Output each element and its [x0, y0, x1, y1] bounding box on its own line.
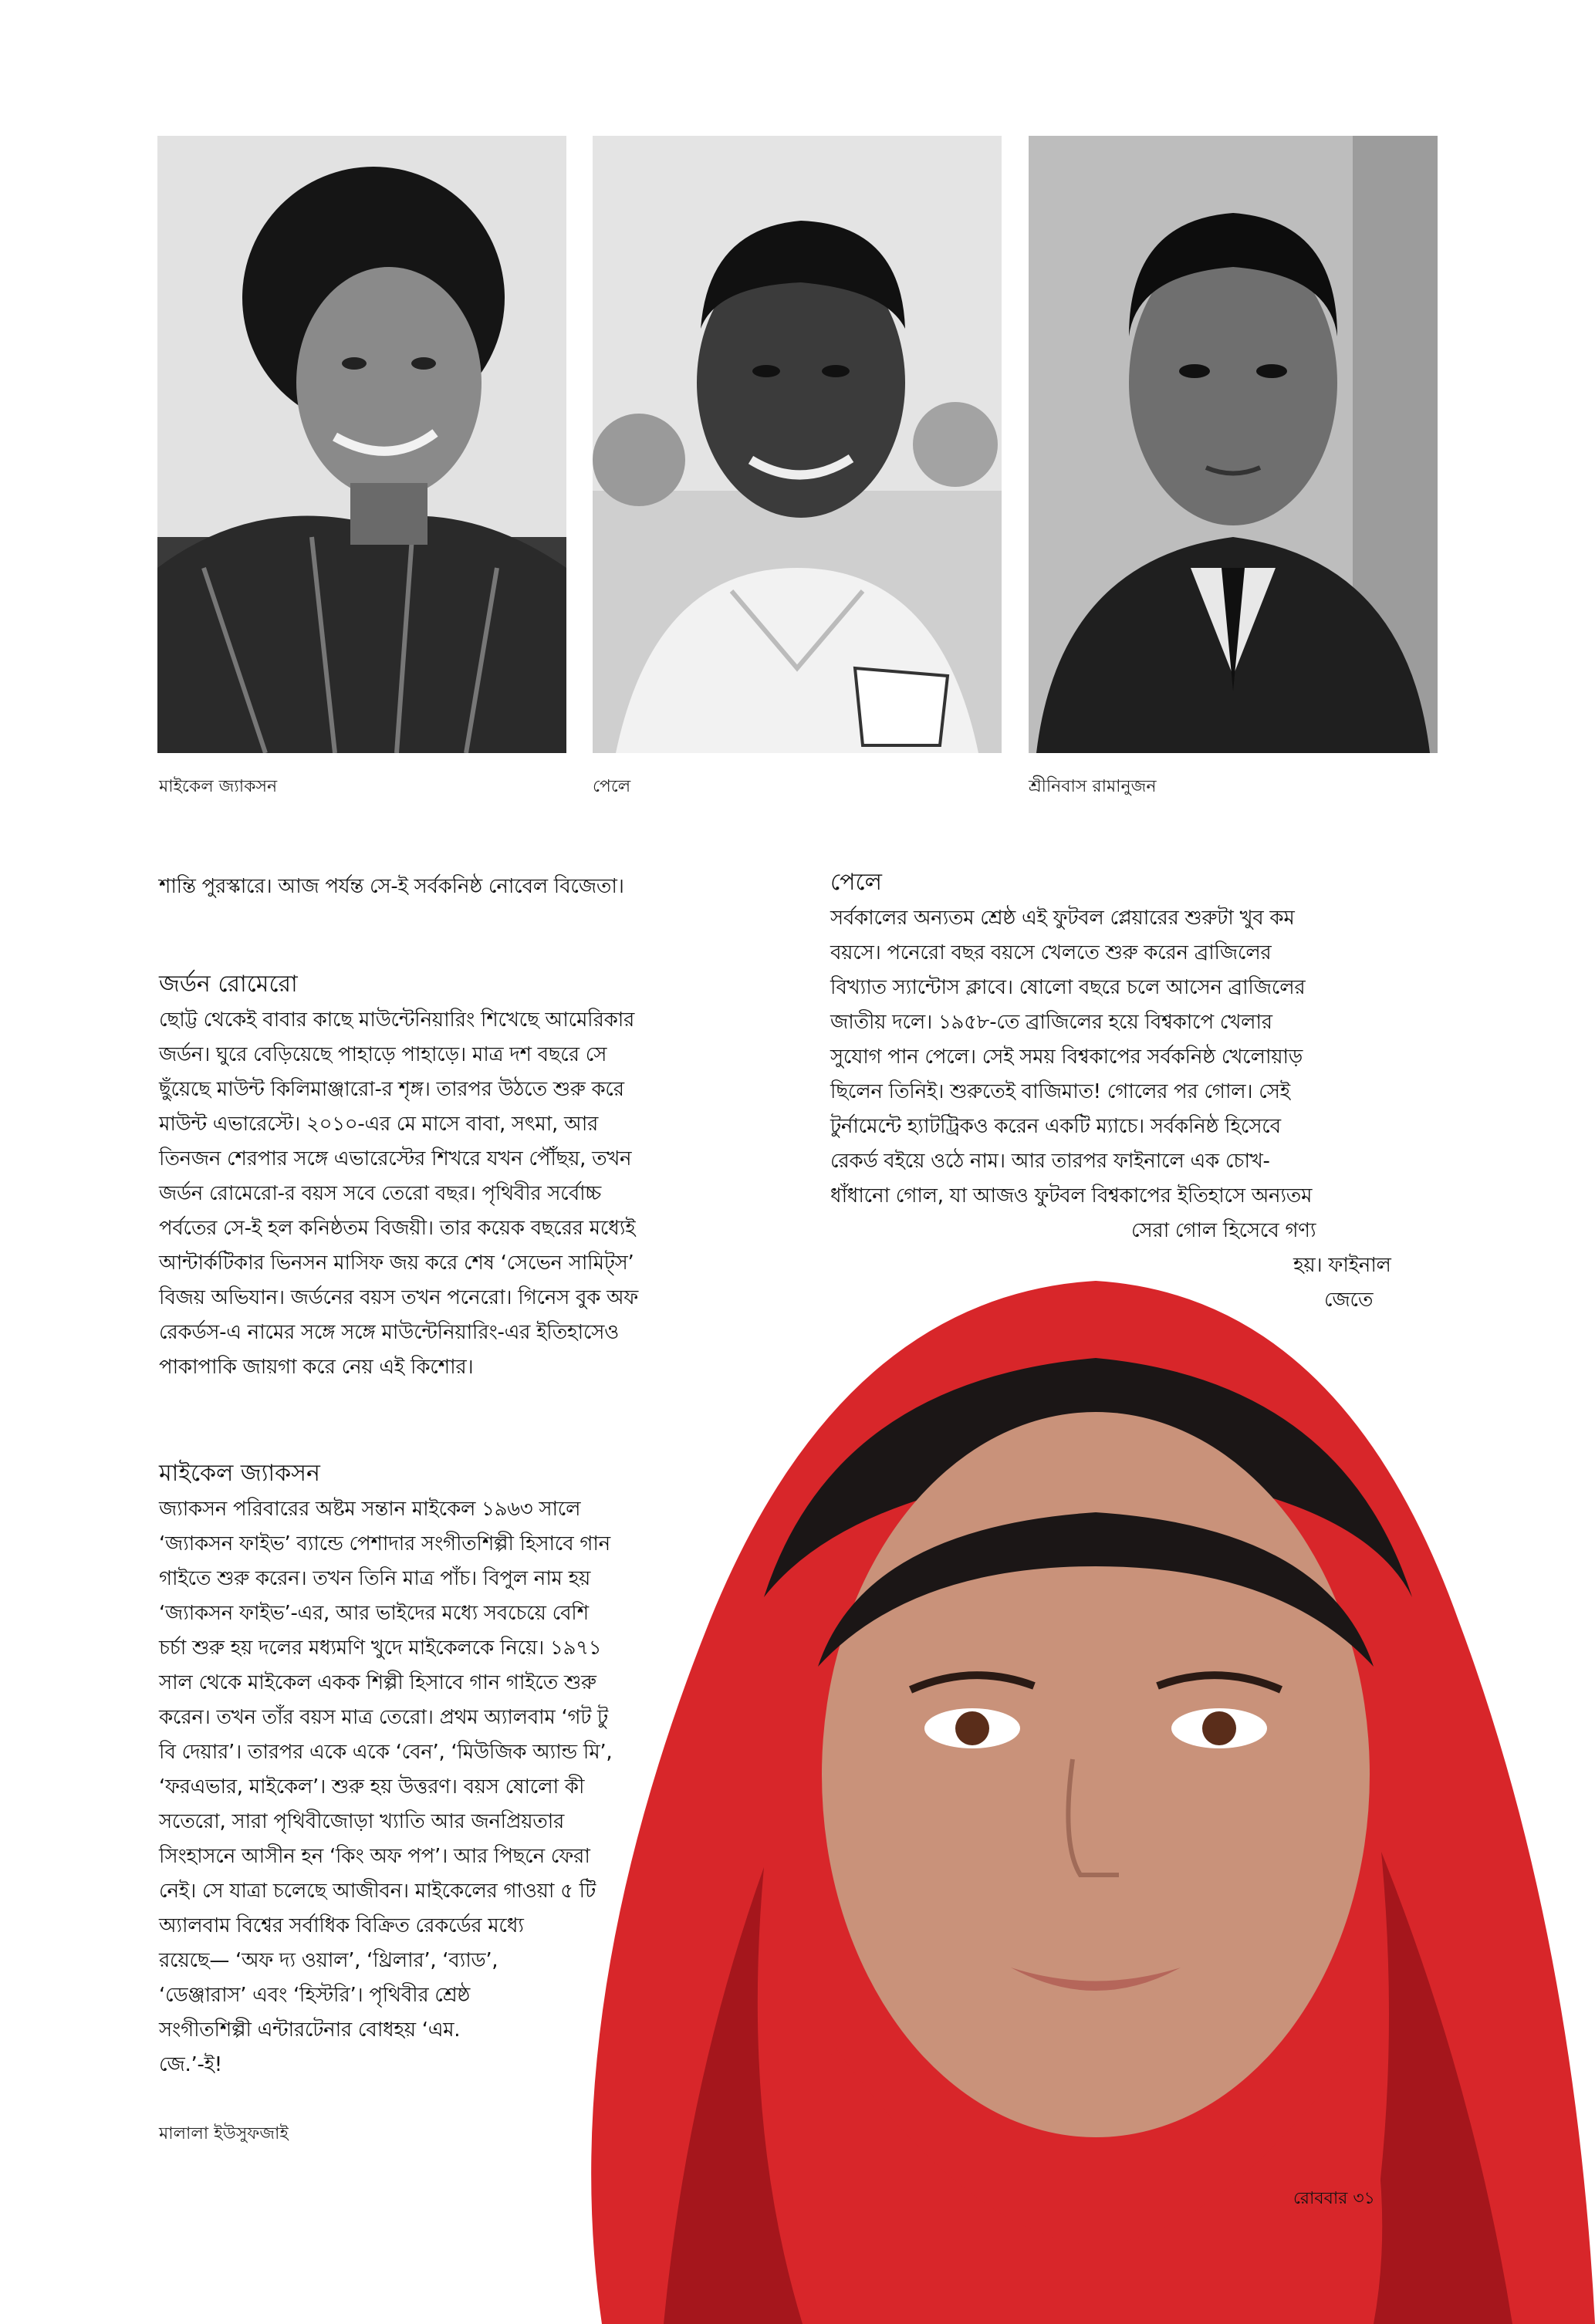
pele-line: সর্বকালের অন্যতম শ্রেষ্ঠ এই ফুটবল প্লেয়ারের শুরুটা খুব কম [830, 907, 1295, 930]
michael-jackson-heading: মাইকেল জ্যাকসন [159, 1460, 320, 1487]
jordan-line: জর্ডন। ঘুরে বেড়িয়েছে পাহাড়ে পাহাড়ে। মাত্র দশ বছরে সে [159, 1043, 607, 1066]
jordan-line: আন্টার্কটিকার ভিনসন মাসিফ জয় করে শেষ ‘সেভেন সামিট্স’ [159, 1252, 634, 1275]
jordan-line: ছোট্ট থেকেই বাবার কাছে মাউন্টেনিয়ারিং শিখেছে আমেরিকার [159, 1008, 635, 1032]
jordan-romero-section [159, 969, 776, 1385]
pele-section [830, 867, 1509, 1318]
intro-line: শান্তি পুরস্কারে। আজ পর্যন্ত সে-ই সর্বকনিষ্ঠ নোবেল বিজেতা। [159, 875, 624, 898]
michael-line: রয়েছে— ‘অফ দ্য ওয়াল’, ‘থ্রিলার’, ‘ব্যাড’, [159, 1949, 498, 1972]
michael-line: সাল থেকে মাইকেল একক শিল্পী হিসাবে গান গাইতে শুরু [159, 1671, 596, 1694]
michael-line: নেই। সে যাত্রা চলেছে আজীবন। মাইকেলের গাওয়া ৫ টি [159, 1880, 596, 1903]
michael-line: সতেরো, সারা পৃথিবীজোড়া খ্যাতি আর জনপ্রিয়তার [159, 1810, 564, 1833]
pele-line: ধাঁধানো গোল, যা আজও ফুটবল বিশ্বকাপের ইতিহাসে অন্যতম [830, 1184, 1313, 1208]
pele-line: ছিলেন তিনিই। শুরুতেই বাজিমাত! গোলের পর গোল। সেই [830, 1080, 1290, 1103]
pele-line: টুর্নামেন্টে হ্যাটট্রিকও করেন একটি ম্যাচে। সর্বকনিষ্ঠ হিসেবে [830, 1115, 1281, 1138]
michael-line: চর্চা শুরু হয় দলের মধ্যমণি খুদে মাইকেলকে নিয়ে। ১৯৭১ [159, 1637, 602, 1660]
michael-jackson-section [159, 1458, 745, 2082]
pele-tail-line: জেতে [1324, 1289, 1374, 1312]
jordan-line: রেকর্ডস-এ নামের সঙ্গে সঙ্গে মাউন্টেনিয়ারিং-এর ইতিহাসেও [159, 1321, 619, 1344]
caption-ramanujan: শ্রীনিবাস রামানুজন [1029, 777, 1157, 796]
michael-jackson-photo [157, 136, 566, 753]
page-number: রোববার ৩১ [1293, 2189, 1375, 2208]
caption-malala-yousafzai: মালালা ইউসুফজাই [159, 2124, 289, 2143]
pele-line: বিখ্যাত স্যান্টোস ক্লাবে। ষোলো বছরে চলে আসেন ব্রাজিলের [830, 976, 1306, 999]
michael-line: ‘জ্যাকসন ফাইভ’-এর, আর ভাইদের মধ্যে সবচেয়ে বেশি [159, 1602, 589, 1625]
michael-line: ‘ডেঞ্জারাস’ এবং ‘হিস্টরি’। পৃথিবীর শ্রেষ্ঠ [159, 1984, 471, 2007]
jordan-line: পাকাপাকি জায়গা করে নেয় এই কিশোর। [159, 1356, 474, 1379]
pele-line: জাতীয় দলে। ১৯৫৮-তে ব্রাজিলের হয়ে বিশ্বকাপে খেলার [830, 1011, 1272, 1034]
michael-line: সিংহাসনে আসীন হন ‘কিং অফ পপ’। আর পিছনে ফেরা [159, 1845, 590, 1868]
caption-michael-jackson: মাইকেল জ্যাকসন [159, 777, 278, 796]
pele-line: বয়সে। পনেরো বছর বয়সে খেলতে শুরু করেন ব্রাজিলের [830, 941, 1272, 964]
jordan-line: জর্ডন রোমেরো-র বয়স সবে তেরো বছর। পৃথিবীর সর্বোচ্চ [159, 1182, 601, 1205]
jordan-line: ছুঁয়েছে মাউন্ট কিলিমাঞ্জারো-র শৃঙ্গ। তারপর উঠতে শুরু করে [159, 1078, 624, 1101]
pele-line: রেকর্ড বইয়ে ওঠে নাম। আর তারপর ফাইনালে এক চোখ- [830, 1150, 1270, 1173]
jordan-line: বিজয় অভিযান। জর্ডনের বয়স তখন পনেরো। গিনেস বুক অফ [159, 1286, 638, 1309]
pele-line: সুযোগ পান পেলে। সেই সময় বিশ্বকাপের সর্বকনিষ্ঠ খেলোয়াড় [830, 1045, 1303, 1069]
michael-line: করেন। তখন তাঁর বয়স মাত্র তেরো। প্রথম অ্যালবাম ‘গট টু [159, 1706, 608, 1729]
michael-line: ‘জ্যাকসন ফাইভ’ ব্যান্ডে পেশাদার সংগীতশিল্পী হিসাবে গান [159, 1532, 610, 1556]
michael-line: সংগীতশিল্পী এন্টারটেনার বোধহয় ‘এম. [159, 2018, 461, 2042]
jordan-romero-heading: জর্ডন রোমেরো [159, 971, 298, 998]
michael-line: জে.’-ই! [159, 2053, 222, 2076]
jordan-line: মাউন্ট এভারেস্টে। ২০১০-এর মে মাসে বাবা, সৎমা, আর [159, 1113, 598, 1136]
michael-line: অ্যালবাম বিশ্বের সর্বাধিক বিক্রিত রেকর্ডের মধ্যে [159, 1914, 524, 1937]
pele-tail-line: হয়। ফাইনাল [1293, 1254, 1391, 1277]
caption-pele: পেলে [593, 777, 631, 796]
ramanujan-photo [1029, 136, 1438, 753]
michael-line: ‘ফরএভার, মাইকেল’। শুরু হয় উত্তরণ। বয়স ষোলো কী [159, 1775, 585, 1799]
jordan-line: পর্বতের সে-ই হল কনিষ্ঠতম বিজয়ী। তার কয়েক বছরের মধ্যেই [159, 1217, 636, 1240]
michael-line: জ্যাকসন পরিবারের অষ্টম সন্তান মাইকেল ১৯৬৩ সালে [159, 1498, 581, 1521]
pele-heading: পেলে [830, 869, 882, 896]
jordan-line: তিনজন শেরপার সঙ্গে এভারেস্টের শিখরে যখন পৌঁছয়, তখন [159, 1147, 632, 1170]
michael-line: বি দেয়ার’। তারপর একে একে ‘বেন’, ‘মিউজিক অ্যান্ড মি’, [159, 1741, 613, 1764]
pele-tail-line: সেরা গোল হিসেবে গণ্য [1131, 1219, 1316, 1242]
pele-photo [593, 136, 1002, 753]
michael-line: গাইতে শুরু করেন। তখন তিনি মাত্র পাঁচ। বিপুল নাম হয় [159, 1567, 591, 1590]
